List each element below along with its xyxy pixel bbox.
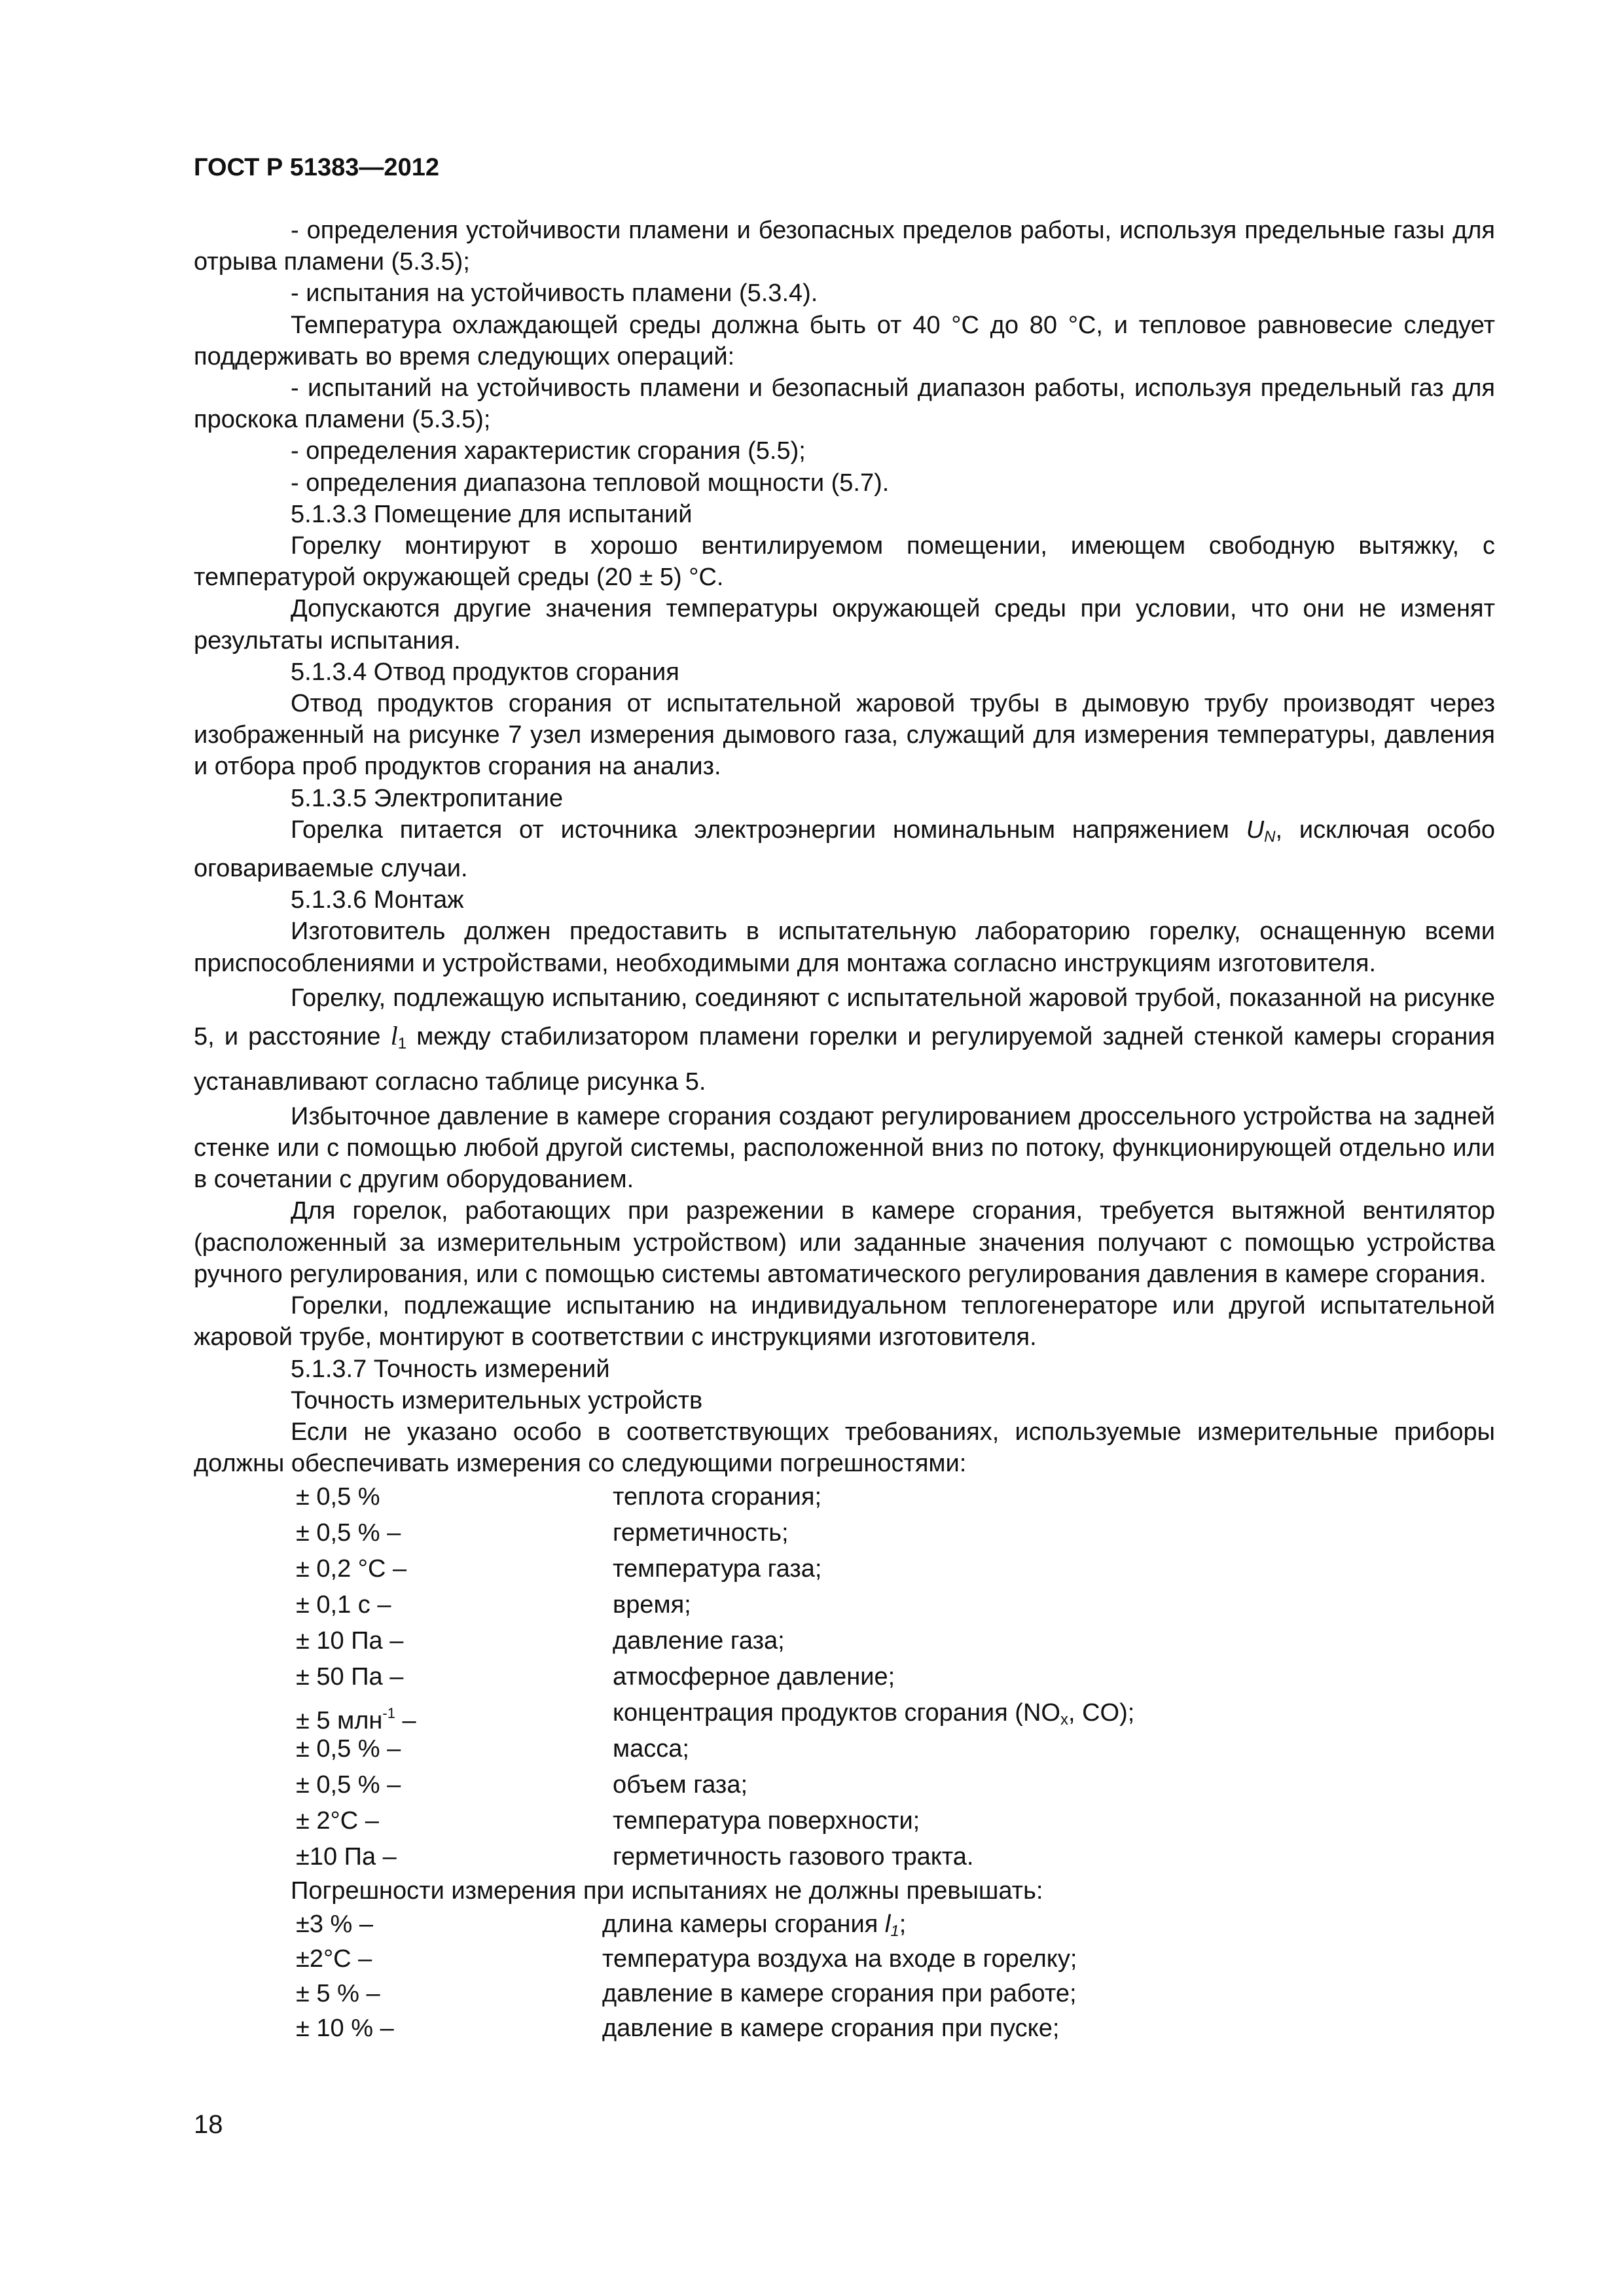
text-run: между стабилизатором пламени горелки и регулируемой задней стенкой камеры сгорания устанавливают согласно таблице рисунка 5. xyxy=(194,1022,1495,1096)
list-item xyxy=(194,1803,1495,1839)
text-run: ; xyxy=(899,1910,907,1938)
paragraph: Допускаются другие значения температуры окружающей среды при условии, что они не изменят результаты испытания. xyxy=(194,595,1495,655)
parameter: теплота сгорания; xyxy=(613,1483,822,1511)
symbol: l xyxy=(390,1020,398,1050)
tolerance: ± 10 % – xyxy=(296,2014,394,2042)
tolerance: ± 0,5 % – xyxy=(296,1735,401,1763)
tolerance: ± 2°С – xyxy=(296,1807,379,1835)
list-item xyxy=(194,2011,1495,2046)
parameter: объем газа; xyxy=(613,1771,748,1799)
text-run: – xyxy=(395,1707,416,1735)
parameter: температура поверхности; xyxy=(613,1807,920,1835)
text-run: , исключая особо оговариваемые случаи. xyxy=(194,816,1496,883)
subheading: Точность измерительных устройств xyxy=(291,1386,703,1414)
subscript: N xyxy=(1264,827,1276,846)
text-run: концентрация продуктов сгорания (NO xyxy=(613,1699,1060,1727)
paragraph: Температура охлаждающей среды должна быть от 40 °С до 80 °С, и тепловое равновесие следует поддерживать во время следующих операций: xyxy=(194,311,1495,370)
list-item xyxy=(194,1731,1495,1767)
tolerance: ± 5 % – xyxy=(296,1979,380,2007)
parameter: герметичность; xyxy=(613,1519,789,1547)
parameter: давление в камере сгорания при пуске; xyxy=(602,2014,1060,2042)
list-item xyxy=(194,1977,1495,2011)
text-run: ± 5 млн xyxy=(296,1707,383,1735)
paragraph: Изготовитель должен предоставить в испытательную лабораторию горелку, оснащенную всеми приспособлениями и устройствами, необходимыми для монтажа согласно инструкциям изготовителя. xyxy=(194,918,1495,977)
list-item xyxy=(194,1551,1495,1587)
list-item xyxy=(194,1623,1495,1659)
document-header: ГОСТ Р 51383—2012 xyxy=(194,154,439,181)
list-item xyxy=(194,1659,1495,1695)
tolerance: ±2°С – xyxy=(296,1945,372,1973)
paragraph: Горелки, подлежащие испытанию на индивидуальном теплогенераторе или другой испытательной жаровой трубе, монтируют в соответствии с инструкциями изготовителя. xyxy=(194,1292,1495,1352)
paragraph: Для горелок, работающих при разрежении в камере сгорания, требуется вытяжной вентилятор (расположенный за измерительным устройством) или заданные значения получают с помощью устройства ручного регулирования, или с помощью системы автоматического регулирования давления в камере сгорания. xyxy=(194,1197,1495,1288)
subscript: x xyxy=(1060,1711,1068,1729)
tolerance: ± 0,1 с – xyxy=(296,1591,391,1619)
symbol: l xyxy=(884,1910,891,1938)
symbol: U xyxy=(1246,816,1265,844)
list-item xyxy=(194,1767,1495,1803)
list-item xyxy=(194,1907,1495,1942)
paragraph: - испытаний на устойчивость пламени и безопасный диапазон работы, используя предельный газ для проскока пламени (5.3.5); xyxy=(194,374,1495,434)
subscript: 1 xyxy=(890,1922,899,1940)
parameter: масса; xyxy=(613,1735,689,1763)
parameter: давление в камере сгорания при работе; xyxy=(602,1979,1077,2007)
paragraph: Если не указано особо в соответствующих требованиях, используемые измерительные приборы должны обеспечивать измерения со следующими погрешностями: xyxy=(194,1418,1495,1478)
tolerance: ± 50 Па – xyxy=(296,1663,404,1691)
paragraph: Горелку монтируют в хорошо вентилируемом помещении, имеющем свободную вытяжку, с температурой окружающей среды (20 ± 5) °С. xyxy=(194,532,1495,592)
section-heading: 5.1.3.6 Монтаж xyxy=(291,886,464,914)
tolerance: ± 0,5 % xyxy=(296,1483,380,1511)
tolerance: ± 0,5 % – xyxy=(296,1519,401,1547)
parameter: температура воздуха на входе в горелку; xyxy=(602,1945,1077,1973)
tolerance: ±3 % – xyxy=(296,1910,374,1938)
page-number: 18 xyxy=(194,2110,223,2139)
paragraph: Отвод продуктов сгорания от испытательной жаровой трубы в дымовую трубу производят через изображенный на рисунке 7 узел измерения дымового газа, служащий для измерения температуры, давления и отбора проб продуктов сгорания на анализ. xyxy=(194,690,1495,781)
subscript: 1 xyxy=(397,1034,407,1052)
accuracy-list xyxy=(194,1479,1495,1875)
paragraph: - испытания на устойчивость пламени (5.3.4). xyxy=(291,279,818,308)
document-body xyxy=(194,215,1495,2046)
paragraph: Погрешности измерения при испытаниях не должны превышать: xyxy=(291,1877,1043,1905)
list-item xyxy=(194,1515,1495,1551)
parameter: температура газа; xyxy=(613,1555,822,1583)
parameter: время; xyxy=(613,1591,691,1619)
parameter: давление газа; xyxy=(613,1627,785,1655)
paragraph: - определения характеристик сгорания (5.5); xyxy=(291,437,806,465)
parameter: атмосферное давление; xyxy=(613,1663,895,1691)
list-item xyxy=(194,1839,1495,1875)
paragraph xyxy=(194,814,1495,884)
section-heading: 5.1.3.5 Электропитание xyxy=(291,784,564,812)
section-heading: 5.1.3.3 Помещение для испытаний xyxy=(291,500,693,528)
tolerance: ± 0,5 % – xyxy=(296,1771,401,1799)
list-item xyxy=(194,1587,1495,1623)
paragraph: - определения устойчивости пламени и безопасных пределов работы, используя предельные газы для отрыва пламени (5.3.5); xyxy=(194,217,1495,276)
text-run: , CO); xyxy=(1068,1699,1135,1727)
list-item xyxy=(194,1479,1495,1515)
error-list xyxy=(194,1907,1495,2046)
tolerance: ± 0,2 °С – xyxy=(296,1555,407,1583)
paragraph: Избыточное давление в камере сгорания создают регулированием дроссельного устройства на задней стенке или с помощью любой другой системы, расположенной вниз по потоку, функционирующей отдельно или в сочетании с другим оборудованием. xyxy=(194,1102,1495,1194)
section-heading: 5.1.3.4 Отвод продуктов сгорания xyxy=(291,658,679,686)
paragraph: - определения диапазона тепловой мощности (5.7). xyxy=(291,469,890,497)
parameter: герметичность газового тракта. xyxy=(613,1843,974,1871)
superscript: -1 xyxy=(382,1705,395,1722)
tolerance: ± 10 Па – xyxy=(296,1627,404,1655)
tolerance: ±10 Па – xyxy=(296,1843,397,1871)
text-run: Горелку, подлежащую испытанию, соединяют с испытательной жаровой трубой, показанной на рисунке 5, и расстояние xyxy=(194,984,1495,1050)
list-item xyxy=(194,1695,1495,1735)
text-run: длина камеры сгорания xyxy=(602,1910,885,1938)
section-heading: 5.1.3.7 Точность измерений xyxy=(291,1355,610,1383)
paragraph xyxy=(194,979,1495,1101)
list-item xyxy=(194,1942,1495,1977)
text-run: Горелка питается от источника электроэнергии номинальным напряжением xyxy=(291,816,1246,844)
